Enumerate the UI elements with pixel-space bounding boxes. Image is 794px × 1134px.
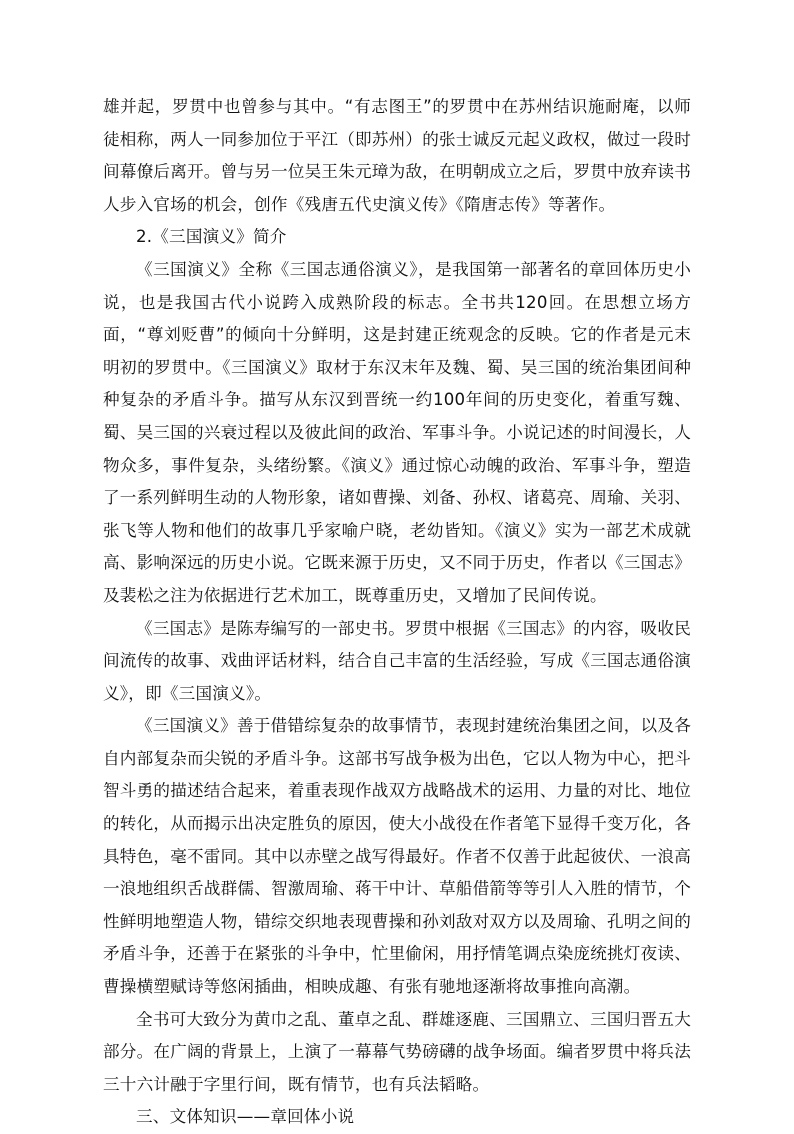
- paragraph-structure: 全书可大致分为黄巾之乱、董卓之乱、群雄逐鹿、三国鼎立、三国归晋五大部分。在广阔的背景上，上演了一幕幕气势磅礴的战争场面。编者罗贯中将兵法三十六计融于字里行间，既有情节，也有兵法韬略。: [103, 1009, 691, 1094]
- paragraph-sanguozhi: 《三国志》是陈寿编写的一部史书。罗贯中根据《三国志》的内容，吸收民间流传的故事、戏曲评话材料，结合自己丰富的生活经验，写成《三国志通俗演义》，即《三国演义》。: [103, 618, 691, 703]
- paragraph-luo-guanzhong-bio: 雄并起，罗贯中也曾参与其中。“有志图王”的罗贯中在苏州结识施耐庵，以师徒相称，两人一同参加位于平江（即苏州）的张士诚反元起义政权，做过一段时间幕僚后离开。曾与另一位吴王朱元璋为敌，在明朝成立之后，罗贯中放弃读书人步入官场的机会，创作《残唐五代史演义传》《隋唐志传》等著作。: [103, 97, 691, 214]
- paragraph-intro: 《三国演义》全称《三国志通俗演义》，是我国第一部著名的章回体历史小说，也是我国古代小说跨入成熟阶段的标志。全书共120回。在思想立场方面，“尊刘贬曹”的倾向十分鲜明，这是封建正统观念的反映。它的作者是元末明初的罗贯中。《三国演义》取材于东汉末年及魏、蜀、吴三国的统治集团间种种复杂的矛盾斗争。描写从东汉到晋统一约100年间的历史变化，着重写魏、蜀、吴三国的兴衰过程以及彼此间的政治、军事斗争。小说记述的时间漫长，人物众多，事件复杂，头绪纷繁。《演义》通过惊心动魄的政治、军事斗争，塑造了一系列鲜明生动的人物形象，诸如曹操、刘备、孙权、诸葛亮、周瑜、关羽、张飞等人物和他们的故事几乎家喻户晓，老幼皆知。《演义》实为一部艺术成就高、影响深远的历史小说。它既来源于历史，又不同于历史，作者以《三国志》及裴松之注为依据进行艺术加工，既尊重历史，又增加了民间传说。: [103, 259, 691, 605]
- section-heading-intro: 2.《三国演义》简介: [136, 227, 287, 247]
- document-body: [103, 91, 691, 1134]
- paragraph-war-depiction: 《三国演义》善于借错综复杂的故事情节，表现封建统治集团之间，以及各自内部复杂而尖锐的矛盾斗争。这部书写战争极为出色，它以人物为中心，把斗智斗勇的描述结合起来，着重表现作战双方战略战术的运用、力量的对比、地位的转化，从而揭示出决定胜负的原因，使大小战役在作者笔下显得千变万化，各具特色，毫不雷同。其中以赤壁之战写得最好。作者不仅善于此起彼伏、一浪高一浪地组织舌战群儒、智激周瑜、蒋干中计、草船借箭等等引人入胜的情节，个性鲜明地塑造人物，错综交织地表现曹操和孙刘敌对双方以及周瑜、孔明之间的矛盾斗争，还善于在紧张的斗争中，忙里偷闲，用抒情笔调点染庞统挑灯夜读、曹操横塑赋诗等悠闲插曲，相映成趣、有张有驰地逐渐将故事推向高潮。: [103, 716, 691, 997]
- section-heading-genre: 三、文体知识——章回体小说: [136, 1107, 355, 1127]
